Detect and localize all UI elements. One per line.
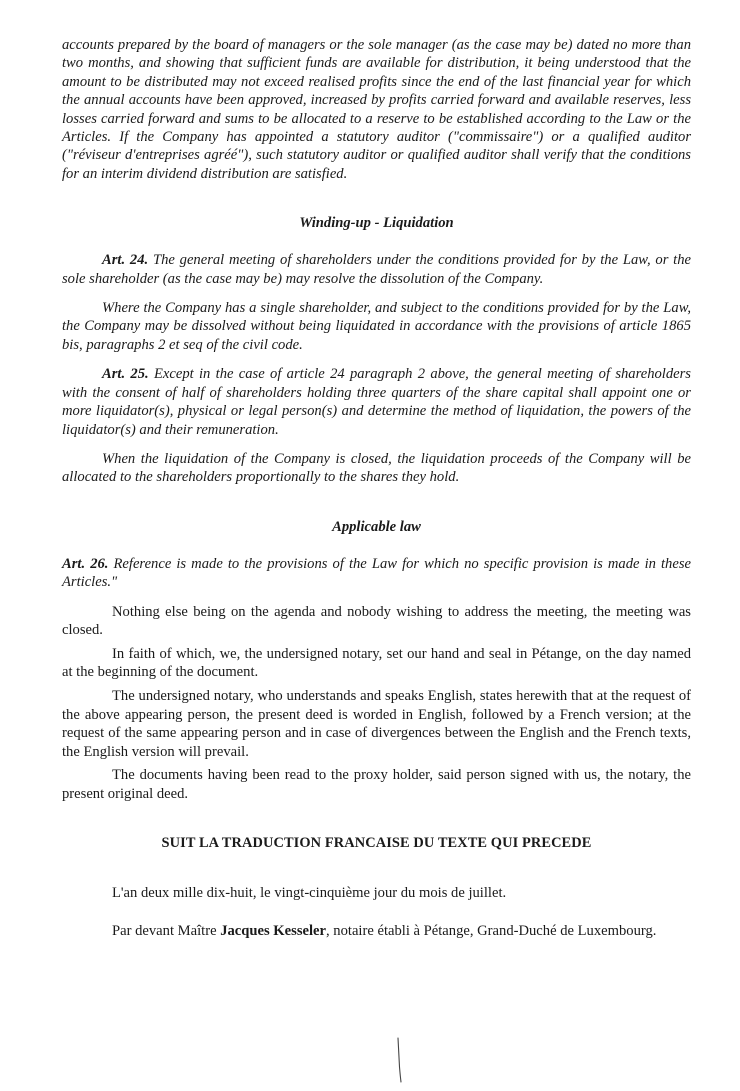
article-26-paragraph bbox=[62, 555, 691, 592]
article-24-text: The general meeting of shareholders under the conditions provided for by the Law, or the sole shareholder (as the case may be) may resolve the dissolution of the Company. bbox=[62, 252, 691, 287]
article-25-paragraph bbox=[62, 365, 691, 439]
article-25-text: Except in the case of article 24 paragraph 2 above, the general meeting of shareholders with the consent of half of shareholders holding three quarters of the share capital shall appoint one or more liquidator(s), physical or legal person(s) and determine the method of liquidation, the powers of the liquidator(s) and their remuneration. bbox=[62, 366, 691, 438]
document-page bbox=[62, 36, 691, 941]
section-heading-french-translation: SUIT LA TRADUCTION FRANCAISE DU TEXTE QUI PRECEDE bbox=[161, 835, 592, 852]
article-26-text: Reference is made to the provisions of the Law for which no specific provision is made in these Articles." bbox=[62, 555, 691, 591]
french-paragraph-2-intro: Par devant Maître bbox=[112, 923, 221, 940]
french-paragraph-2 bbox=[62, 922, 691, 941]
closing-paragraph-3: The undersigned notary, who understands and speaks English, states herewith that at the request of the above appearing person, the present deed is worded in English, followed by a French version; at the request of the same appearing person and in case of divergences between the English and the French texts, the English version will prevail. bbox=[62, 687, 691, 760]
notary-name: Jacques Kesseler bbox=[220, 923, 326, 940]
closing-paragraph-1: Nothing else being on the agenda and nobody wishing to address the meeting, the meeting was closed. bbox=[62, 603, 691, 639]
article-24-paragraph bbox=[62, 251, 691, 288]
section-heading-winding-up: Winding-up - Liquidation bbox=[299, 215, 454, 232]
article-24-label: Art. 24. bbox=[102, 252, 149, 269]
french-paragraph-1: L'an deux mille dix-huit, le vingt-cinquième jour du mois de juillet. bbox=[112, 885, 507, 902]
article-25-paragraph-2: When the liquidation of the Company is closed, the liquidation proceeds of the Company will be allocated to the shareholders proportionally to the shares they hold. bbox=[62, 450, 691, 486]
signature-stroke bbox=[395, 1037, 405, 1083]
french-paragraph-2-rest: , notaire établi à Pétange, Grand-Duché de Luxembourg. bbox=[326, 923, 657, 940]
closing-paragraph-2: In faith of which, we, the undersigned notary, set our hand and seal in Pétange, on the day named at the beginning of the document. bbox=[62, 645, 691, 681]
interim-dividend-paragraph: accounts prepared by the board of managers or the sole manager (as the case may be) dated no more than two months, and showing that sufficient funds are available for distribution, it being understood that the amount to be distributed may not exceed realised profits since the end of the last financial year for which the annual accounts have been approved, increased by profits carried forward and available reserves, less losses carried forward and sums to be allocated to a reserve to be established according to the Law or the Articles. If the Company has appointed a statutory auditor ("commissaire") or a qualified auditor ("réviseur d'entreprises agréé"), such statutory auditor or qualified auditor shall verify that the conditions for an interim dividend distribution are satisfied. bbox=[62, 37, 691, 182]
closing-paragraph-4: The documents having been read to the proxy holder, said person signed with us, the notary, the present original deed. bbox=[62, 767, 691, 802]
section-heading-applicable-law: Applicable law bbox=[332, 518, 421, 535]
article-24-paragraph-2: Where the Company has a single shareholder, and subject to the conditions provided for by the Law, the Company may be dissolved without being liquidated in accordance with the provisions of article 1865 bis, paragraphs 2 et seq of the civil code. bbox=[62, 300, 691, 353]
article-26-label: Art. 26. bbox=[62, 555, 109, 572]
article-25-label: Art. 25. bbox=[102, 366, 149, 383]
